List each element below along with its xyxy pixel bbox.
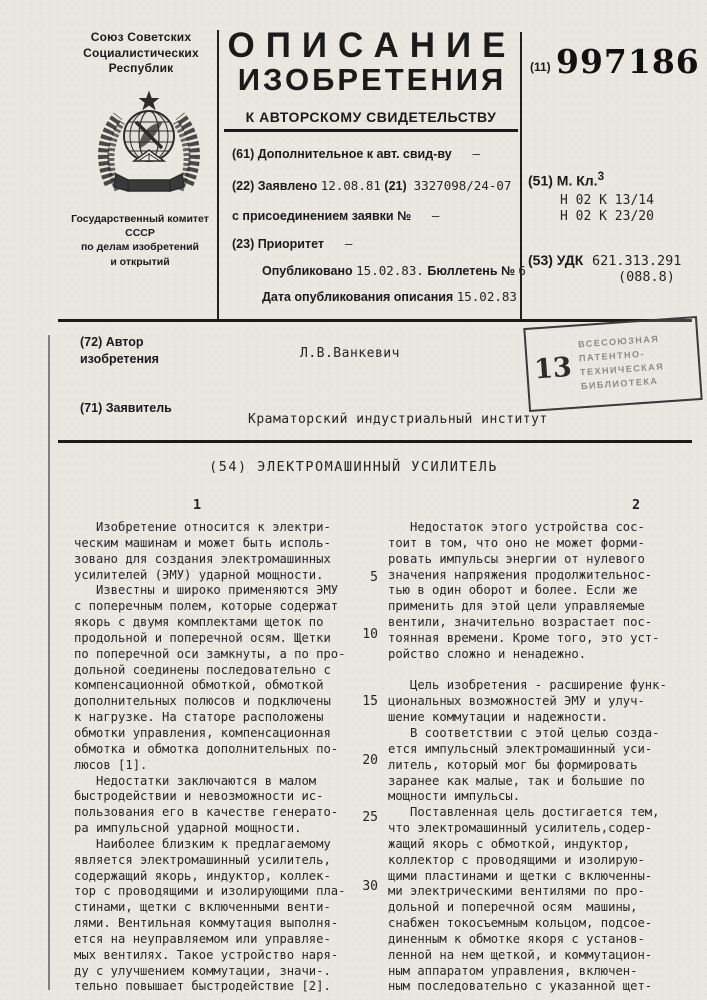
- divider-left-vertical: [217, 30, 219, 322]
- applicant-name: Краматорский индустриальный институт: [248, 412, 548, 427]
- invention-title: (54) ЭЛЕКТРОМАШИННЫЙ УСИЛИТЕЛЬ: [209, 459, 498, 475]
- filing-date: 12.08.81: [320, 178, 381, 193]
- field-published: Опубликовано 15.02.83. Бюллетень № 6: [262, 263, 526, 278]
- class-superscript: 3: [597, 170, 605, 183]
- line-number-25: 25: [362, 810, 378, 825]
- doc-subtitle: К АВТОРСКОМУ СВИДЕТЕЛЬСТВУ: [245, 109, 497, 125]
- description-pub-date: 15.02.83: [456, 289, 517, 304]
- applicant-label: (71) Заявитель: [80, 401, 172, 415]
- column-1-marker: 1: [193, 497, 202, 513]
- column-2-marker: 2: [632, 497, 641, 513]
- publication-date: 15.02.83.: [356, 263, 424, 278]
- line-number-10: 10: [362, 627, 378, 642]
- field-23-value: –: [344, 236, 353, 251]
- field-53-udc-label: (53) УДК: [528, 252, 584, 268]
- udc-value: 621.313.291: [592, 253, 682, 269]
- scan-edge-line: [48, 335, 50, 990]
- field-23: (23) Приоритет –: [232, 236, 353, 251]
- field-51-class-label: (51) М. Кл.$^3$: [528, 170, 605, 189]
- publication-number: 997186: [556, 42, 700, 81]
- doc-type-line2: ИЗОБРЕТЕНИЯ: [237, 62, 507, 97]
- ipc-class-codes: Н 02 К 13/14 Н 02 К 23/20: [560, 193, 654, 225]
- application-number: 3327098/24-07: [413, 178, 512, 193]
- pub-number-code: (11): [530, 60, 551, 74]
- doc-subtitle-underline: [224, 129, 518, 132]
- line-number-15: 15: [362, 694, 378, 709]
- library-stamp: [523, 316, 702, 412]
- line-number-5: 5: [370, 570, 378, 585]
- line-number-30: 30: [362, 879, 378, 894]
- divider-right-vertical: [520, 32, 522, 322]
- field-61: (61) Дополнительное к авт. свид-ву –: [232, 146, 481, 161]
- ussr-coat-of-arms-icon: [88, 84, 210, 208]
- author-name: Л.В.Ванкевич: [300, 346, 400, 361]
- field-join-value: –: [431, 208, 440, 223]
- union-name: Союз Советских Социалистических Республик: [83, 30, 199, 76]
- line-number-20: 20: [362, 753, 378, 768]
- field-join: с присоединением заявки № –: [232, 208, 440, 223]
- field-61-value: –: [472, 146, 481, 161]
- udc-extra: (088.8): [618, 269, 675, 285]
- rule-bottom: [58, 440, 692, 443]
- field-description-date: Дата опубликования описания 15.02.83: [262, 289, 517, 304]
- rule-top: [58, 319, 692, 322]
- stamp-text: ВСЕСОЮЗНАЯ ПАТЕНТНО- ТЕХНИЧЕСКАЯ БИБЛИОТЕКА: [577, 333, 665, 392]
- body-left-column: Изобретение относится к электри- ческим машинам и может быть исполь- зовано для создания электромашинных усилителей (ЭМУ) ударной мощности. Известны и широко применяются ЭМУ с поперечным полем, которые содержат якорь с двумя комплектами щеток по продольной и поперечной осям. Щетки по поперечной оси замкнуты, а по про- дольной соединены последовательно с компенсационной обмоткой, обмоткой дополнительных полюсов и подключены к нагрузке. На статоре расположены обмотки управления, компенсационная обмотка и обмотка дополнительных по- люсов [1]. Недостатки заключаются в малом быстродействии и невозможности ис- пользования его в качестве генерато- ра импульсной ударной мощности. Наиболее близким к предлагаемому является электромашинный усилитель, содержащий якорь, индуктор, коллек- тор с проводящими и изолирующими пла- стинами, щетки с включенными венти- лями. Вентильная коммутация выполня- ется на неуправляемом или управляе- мых вентилях. Такое устройство наря- ду с улучшением коммутации, значи-. тельно повышает быстродействие [2].: [74, 520, 346, 994]
- body-right-column: Недостаток этого устройства сос- тоит в том, что оно не может форми- ровать импульсы энергии от нулевого значения напряжения продолжительнос- тью в один оборот и более. Если же применить для этой цели управляемые вентили, значительно возрастает пос- тоянная времени. Кроме того, это уст- ройство сложно и ненадежно. Цель изобретения - расширение функ- циональных возможностей ЭМУ и улуч- шение коммутации и надежности. В соответствии с этой целью созда- ется импульсный электромашинный уси- литель, который мог бы формировать заранее как малые, так и большие по мощности импульсы. Поставленная цель достигается тем, что электромашинный усилитель,содер- жащий якорь с обмоткой, индуктор, коллектор с проводящими и изолирую- щими пластинами и щетки с включенны- ми электрическими вентилями по про- дольной и поперечной осям машины, снабжен токосъемным кольцом, подсое- диненным к обмотке якоря с установ- ленной на нем щеткой, и коммутацион- ным аппаратом управления, включен- ным последовательно с указанной щет-: [388, 520, 667, 994]
- bulletin-number: 6: [518, 263, 526, 278]
- author-label: (72) Автор изобретения: [80, 335, 159, 366]
- field-22-21: (22) Заявлено 12.08.81 (21) 3327098/24-07: [232, 178, 512, 193]
- doc-type-line1: ОПИСАНИЕ: [227, 26, 517, 65]
- committee-name: Государственный комитет СССР по делам изобретений и открытий: [71, 213, 209, 268]
- stamp-number: 13: [533, 351, 573, 385]
